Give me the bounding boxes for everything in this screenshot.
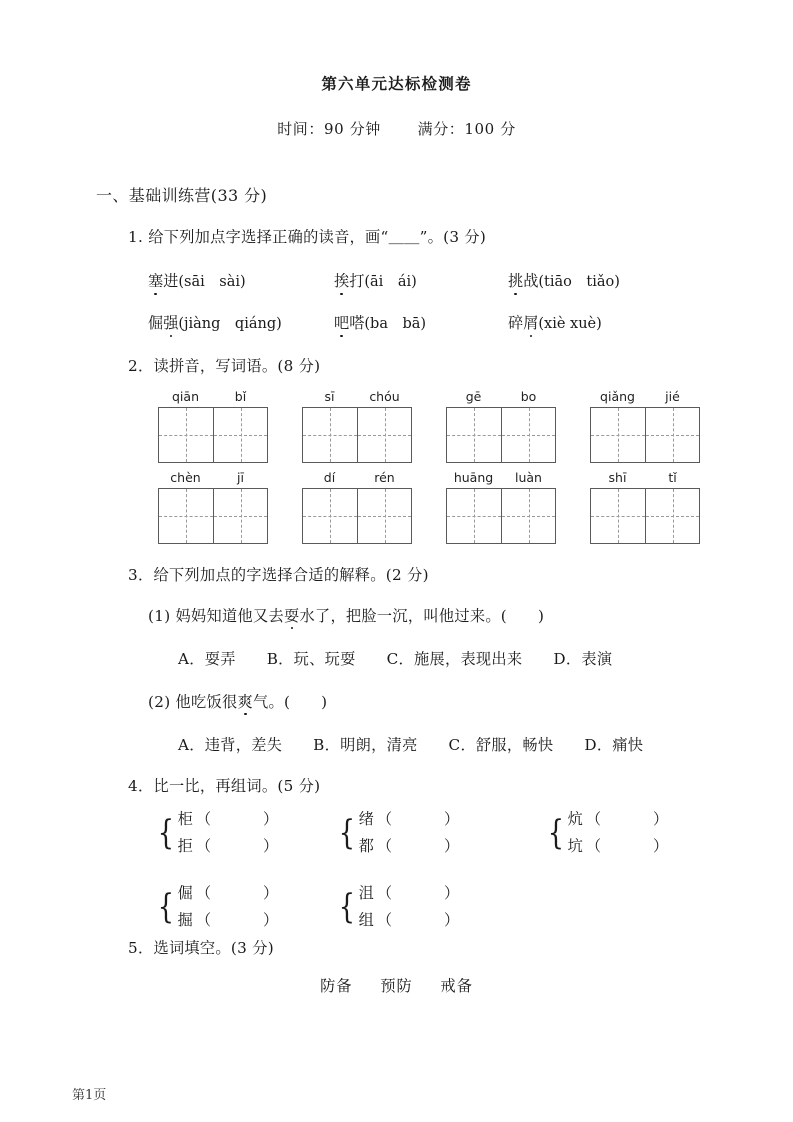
- q4-g5-char-bottom: 组: [358, 910, 374, 929]
- question-4-row: [178, 880, 279, 907]
- tianzige-word-3-syl-2: bo: [520, 389, 537, 404]
- tianzige-cell[interactable]: [645, 489, 699, 543]
- tianzige-cell[interactable]: [447, 408, 501, 462]
- q1-item-6-pre: 碎: [508, 314, 524, 332]
- tianzige-cell[interactable]: [591, 489, 645, 543]
- tianzige-word-7-grid[interactable]: [446, 488, 556, 544]
- tianzige-word-2-syl-2: chóu: [369, 389, 400, 404]
- q4-g1-blank-bottom[interactable]: （ ）: [195, 836, 279, 855]
- q4-g1-blank-top[interactable]: （ ）: [195, 809, 279, 828]
- tianzige-word-7-syl-1: huāng: [453, 470, 494, 485]
- tianzige-word-7-syl-2: luàn: [515, 470, 542, 485]
- word-bank-item-1[interactable]: 防备: [320, 977, 353, 995]
- tianzige-word-5-grid[interactable]: [158, 488, 268, 544]
- tianzige-word-2-grid[interactable]: [302, 407, 412, 463]
- question-4-row: [359, 880, 460, 907]
- question-3-sub-2-stem: [148, 693, 327, 711]
- tianzige-word-4-syl-2: jié: [665, 389, 680, 404]
- q1-item-2-dotchar: 挨: [334, 272, 350, 290]
- tianzige-word-1-syl-2: bǐ: [234, 389, 247, 404]
- tianzige-cell[interactable]: [303, 408, 357, 462]
- q3-2-stem-dotchar: 爽: [237, 693, 253, 711]
- q4-g3-char-top: 炕: [567, 809, 583, 828]
- q1-item-6-pinyin: (xiè xuè): [538, 316, 602, 332]
- q4-g1-char-top: 柜: [177, 809, 193, 828]
- q4-g2-char-bottom: 都: [358, 836, 374, 855]
- question-4-row: [568, 806, 669, 833]
- tianzige-word-1-pinyin: [158, 389, 268, 404]
- question-2-heading: 2．读拼音，写词语。(8 分): [128, 357, 321, 375]
- question-3-sub-1-options[interactable]: A．耍弄 B．玩、玩耍 C．施展，表现出来 D．表演: [178, 650, 613, 668]
- q4-g5-blank-top[interactable]: （ ）: [376, 883, 460, 902]
- question-4-group-5-rows: [359, 880, 460, 934]
- tianzige-word-5-syl-2: jī: [237, 470, 244, 485]
- q4-g3-blank-top[interactable]: （ ）: [585, 809, 669, 828]
- question-1-heading: 1. 给下列加点字选择正确的读音，画“＿＿”。(3 分): [128, 228, 487, 246]
- question-5-heading: 5．选词填空。(3 分): [128, 939, 274, 957]
- tianzige-word-8-syl-2: tǐ: [668, 470, 677, 485]
- page-title: 第六单元达标检测卷: [321, 75, 472, 93]
- question-4-group-1: [155, 806, 278, 860]
- tianzige-cell[interactable]: [159, 408, 213, 462]
- q4-g2-blank-bottom[interactable]: （ ）: [376, 836, 460, 855]
- q1-item-2-pinyin: (āi ái): [364, 274, 417, 290]
- word-bank-item-3[interactable]: 戒备: [440, 977, 473, 995]
- q1-item-3-post: 战: [523, 272, 539, 290]
- question-4-group-3-rows: [568, 806, 669, 860]
- tianzige-word-7-pinyin: [446, 470, 556, 485]
- q4-g4-char-bottom: 掘: [177, 910, 193, 929]
- time-label: 时间：90 分钟: [277, 120, 381, 138]
- question-4-group-4-rows: [178, 880, 279, 934]
- tianzige-word-1: [158, 389, 268, 463]
- tianzige-word-8-grid[interactable]: [590, 488, 700, 544]
- question-3-sub-1-stem: [148, 607, 544, 625]
- q4-g3-blank-bottom[interactable]: （ ）: [585, 836, 669, 855]
- q4-g4-blank-top[interactable]: （ ）: [195, 883, 279, 902]
- tianzige-cell[interactable]: [447, 489, 501, 543]
- q3-1-stem-pre: (1) 妈妈知道他又去: [148, 607, 284, 625]
- tianzige-word-6-syl-2: rén: [374, 470, 395, 485]
- question-4-row: [178, 907, 279, 934]
- tianzige-word-3-syl-1: gē: [465, 389, 482, 404]
- brace-icon: {: [157, 887, 174, 927]
- tianzige-cell[interactable]: [591, 408, 645, 462]
- score-label: 满分：100 分: [417, 120, 516, 138]
- question-4-group-3: [545, 806, 668, 860]
- q4-g2-char-top: 绪: [358, 809, 374, 828]
- tianzige-cell[interactable]: [357, 489, 411, 543]
- tianzige-word-6-grid[interactable]: [302, 488, 412, 544]
- tianzige-cell[interactable]: [357, 408, 411, 462]
- tianzige-cell[interactable]: [303, 489, 357, 543]
- question-3-sub-2-options[interactable]: A．违背，差失 B．明朗，清亮 C．舒服，畅快 D．痛快: [178, 736, 644, 754]
- q1-item-1-pinyin: (sāi sài): [178, 274, 246, 290]
- q4-g4-blank-bottom[interactable]: （ ）: [195, 910, 279, 929]
- tianzige-cell[interactable]: [213, 408, 267, 462]
- tianzige-word-2: [302, 389, 412, 463]
- tianzige-word-4-pinyin: [590, 389, 700, 404]
- tianzige-word-1-syl-1: qiān: [172, 389, 199, 404]
- tianzige-word-7: [446, 470, 556, 544]
- question-4-row: [359, 833, 460, 860]
- q1-item-6: [508, 312, 602, 333]
- q1-item-4-pinyin: (jiàng qiáng): [178, 316, 282, 332]
- question-4-group-1-rows: [178, 806, 279, 860]
- tianzige-word-6-syl-1: dí: [323, 470, 336, 485]
- q3-2-stem-post: 气。( ): [253, 693, 328, 711]
- tianzige-word-5: [158, 470, 268, 544]
- brace-icon: {: [547, 813, 564, 853]
- q4-g1-char-bottom: 拒: [177, 836, 193, 855]
- tianzige-word-6-pinyin: [302, 470, 412, 485]
- tianzige-cell[interactable]: [159, 489, 213, 543]
- section-heading-1: 一、基础训练营(33 分): [96, 186, 268, 205]
- q3-1-stem-post: 水了，把脸一沉，叫他过来。( ): [299, 607, 545, 625]
- question-4-group-5: [336, 880, 459, 934]
- tianzige-word-4-grid[interactable]: [590, 407, 700, 463]
- q1-item-5-dotchar: 吧: [334, 314, 350, 332]
- tianzige-cell[interactable]: [645, 408, 699, 462]
- exam-meta: [0, 118, 793, 139]
- q1-item-2: [334, 270, 417, 291]
- brace-icon: {: [157, 813, 174, 853]
- q1-item-3: [508, 270, 620, 291]
- question-4-row: [359, 806, 460, 833]
- tianzige-word-1-grid[interactable]: [158, 407, 268, 463]
- question-4-row: [568, 833, 669, 860]
- q1-item-3-pinyin: (tiāo tiǎo): [538, 274, 620, 290]
- tianzige-word-2-pinyin: [302, 389, 412, 404]
- question-4-group-2-rows: [359, 806, 460, 860]
- tianzige-word-3-pinyin: [446, 389, 556, 404]
- q1-item-1-post: 进: [163, 272, 179, 290]
- q1-item-5-pinyin: (ba bā): [364, 316, 427, 332]
- q1-item-2-post: 打: [349, 272, 365, 290]
- q1-item-4: [148, 312, 282, 333]
- page-number: 第1页: [72, 1088, 107, 1103]
- question-4-group-2: [336, 806, 459, 860]
- brace-icon: {: [338, 887, 355, 927]
- tianzige-word-5-syl-1: chèn: [170, 470, 201, 485]
- question-4-group-4: [155, 880, 278, 934]
- tianzige-word-8-syl-1: shī: [608, 470, 627, 485]
- tianzige-word-5-pinyin: [158, 470, 268, 485]
- brace-icon: {: [338, 813, 355, 853]
- tianzige-word-6: [302, 470, 412, 544]
- tianzige-cell[interactable]: [213, 489, 267, 543]
- q4-g2-blank-top[interactable]: （ ）: [376, 809, 460, 828]
- q4-g5-blank-bottom[interactable]: （ ）: [376, 910, 460, 929]
- q3-1-stem-dotchar: 耍: [283, 607, 300, 625]
- tianzige-cell[interactable]: [501, 489, 555, 543]
- q1-item-3-dotchar: 挑: [508, 272, 524, 290]
- q4-g4-char-top: 倔: [177, 883, 193, 902]
- tianzige-word-8-pinyin: [590, 470, 700, 485]
- tianzige-word-3: [446, 389, 556, 463]
- q1-item-4-pre: 倔: [148, 314, 164, 332]
- word-bank-item-2[interactable]: 预防: [380, 977, 413, 995]
- q1-item-6-dotchar: 屑: [523, 314, 539, 332]
- q4-g5-char-top: 沮: [358, 883, 374, 902]
- tianzige-word-4: [590, 389, 700, 463]
- tianzige-word-3-grid[interactable]: [446, 407, 556, 463]
- question-4-heading: 4．比一比，再组词。(5 分): [128, 777, 321, 795]
- tianzige-word-2-syl-1: sī: [324, 389, 335, 404]
- question-4-row: [178, 806, 279, 833]
- q1-item-5: [334, 312, 426, 333]
- question-4-row: [359, 907, 460, 934]
- q1-item-1-dotchar: 塞: [148, 272, 164, 290]
- q1-item-4-dotchar: 强: [163, 314, 179, 332]
- tianzige-cell[interactable]: [501, 408, 555, 462]
- q1-item-1: [148, 270, 246, 291]
- tianzige-word-8: [590, 470, 700, 544]
- question-4-row: [178, 833, 279, 860]
- question-3-heading: 3．给下列加点的字选择合适的解释。(2 分): [128, 566, 429, 584]
- q1-item-5-post: 嗒: [349, 314, 365, 332]
- q3-2-stem-pre: (2) 他吃饭很: [148, 693, 238, 711]
- q4-g3-char-bottom: 坑: [567, 836, 583, 855]
- tianzige-word-4-syl-1: qiǎng: [600, 389, 635, 404]
- question-5-word-bank: [0, 975, 793, 996]
